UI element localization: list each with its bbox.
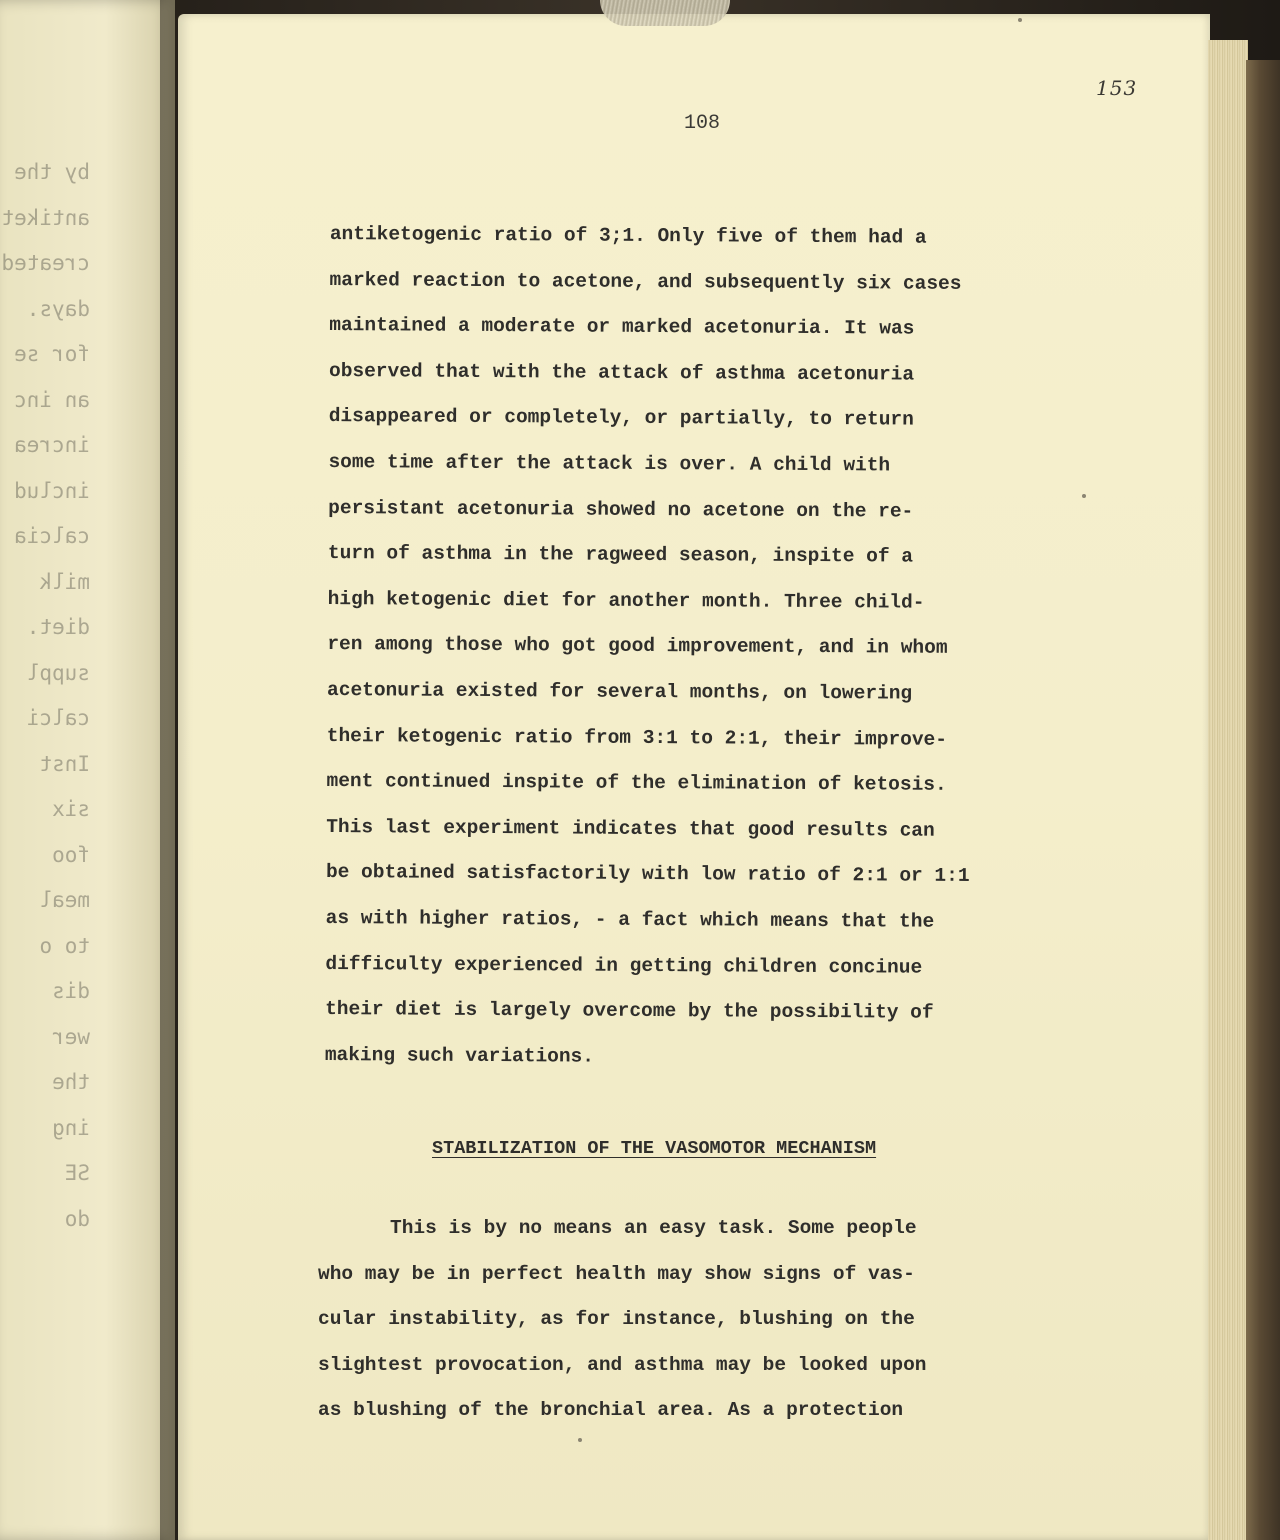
ghost-line: milk [39,569,90,594]
text-line: slightest provocation, and asthma may be looked upon [318,1353,927,1376]
text-line: be obtained satisfactorily with low ratio of 2:1 or 1:1 [325,861,970,888]
ghost-line: meal [39,888,90,912]
text-line: some time after the attack is over. A child with [328,450,891,477]
ghost-line: Inst [39,751,90,776]
text-line: maintained a moderate or marked acetonuria. It was [329,314,915,340]
ghost-line: ing [52,1115,90,1140]
ghost-line: includ [14,478,90,503]
text-line: as blushing of the bronchial area. As a protection [318,1399,904,1422]
paper-speck [1082,494,1086,498]
typed-page-number: 108 [684,112,721,135]
text-line: as with higher ratios, - a fact which means that the [325,906,935,933]
ghost-line: SE [64,1161,90,1185]
text-line: their diet is largely overcome by the possibility of [325,998,934,1024]
ghost-line: antiket [1,205,90,230]
ghost-line: diet. [26,615,90,639]
text-line: their ketogenic ratio from 3:1 to 2:1, their improve- [326,724,948,751]
text-line: This last experiment indicates that good results can [326,815,935,842]
text-line: difficulty experienced in getting children concinue [325,952,923,979]
ghost-line: an inc [14,387,90,412]
ghost-line: do [64,1206,90,1231]
text-line: disappeared or completely, or partially, to return [328,405,914,431]
section-heading: STABILIZATION OF THE VASOMOTOR MECHANISM [432,1138,877,1159]
text-line: cular instability, as for instance, blushing on the [318,1308,915,1331]
handwritten-page-number: 153 [1096,76,1138,100]
text-line: This is by no means an easy task. Some people [390,1217,917,1239]
ghost-line: calcia [14,524,90,548]
ghost-line: for se [14,342,90,366]
text-line: who may be in perfect health may show signs of vas- [318,1262,915,1285]
page-edges [1208,40,1248,1540]
text-line: high ketogenic diet for another month. Three child- [327,587,925,614]
ghost-line: created [1,251,90,275]
binding-thread [600,0,730,26]
ghost-line: to o [39,933,90,958]
ghost-line: dis [52,979,90,1003]
ghost-line: suppl [26,660,90,685]
text-line: ren among those who got good improvement, and in whom [327,633,948,660]
text-line: antiketogenic ratio of 3;1. Only five of them had a [329,222,927,249]
left-page-ghost-text [0,150,90,1242]
text-line: making such variations. [324,1043,595,1068]
ghost-line: increa [14,433,90,457]
ghost-line: wer [52,1024,90,1049]
ghost-line: by the [14,160,90,184]
text-line: persistant acetonuria showed no acetone on the re- [328,496,914,523]
paper-speck [1018,18,1022,22]
paper-speck [578,1438,582,1442]
text-line: ment continued inspite of the elimination of ketosis. [326,770,947,796]
text-line: observed that with the attack of asthma acetonuria [328,359,915,386]
book-cover-edge [1246,60,1280,1540]
paragraph-2 [318,1206,1078,1434]
paragraph-1 [325,212,1090,1083]
ghost-line: foo [52,842,90,867]
text-line: acetonuria existed for several months, on lowering [327,678,913,705]
text-line: marked reaction to acetone, and subsequently six cases [329,268,962,295]
ghost-line: days. [26,296,90,321]
ghost-line: calci [26,706,90,730]
left-facing-page [0,0,175,1540]
text-line: turn of asthma in the ragweed season, inspite of a [327,542,914,568]
ghost-line: six [52,797,90,821]
ghost-line: the [52,1070,90,1094]
